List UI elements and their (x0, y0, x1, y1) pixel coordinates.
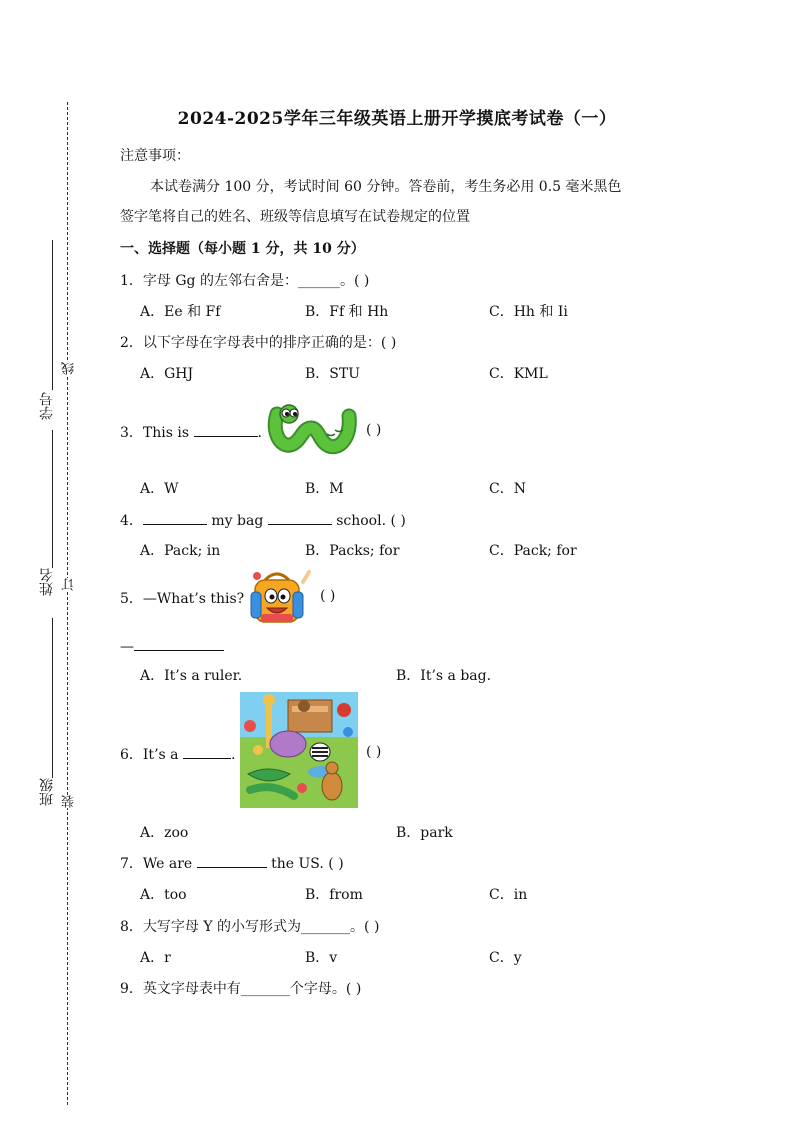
q4-suffix: school. ( ) (336, 513, 406, 529)
q5-answer-paren[interactable]: ( ) (320, 588, 336, 604)
notice-line-1: 本试卷满分 100 分，考试时间 60 分钟。答卷前，考生务必用 0.5 毫米黑色 (150, 179, 622, 195)
question-4 (120, 510, 406, 530)
cut-mark-bind: 订 (62, 578, 77, 591)
zoo-animals-picture (240, 692, 358, 808)
section-1-title: 一、选择题（每小题 1 分，共 10 分） (120, 241, 365, 257)
q3-answer-paren[interactable]: ( ) (366, 422, 382, 438)
question-2: 2．以下字母在字母表中的排序正确的是：( ) (120, 335, 397, 351)
name-field[interactable] (52, 430, 53, 568)
q1-option-b[interactable]: B．Ff 和 Hh (305, 304, 389, 320)
q3-blank[interactable] (194, 422, 258, 437)
binding-margin (0, 0, 110, 1123)
q1-option-c[interactable]: C．Hh 和 Ii (489, 304, 568, 320)
question-8: 8．大写字母 Y 的小写形式为_______。( ) (120, 919, 380, 935)
q8-option-c[interactable]: C．y (489, 950, 522, 966)
q3-prefix: 3．This is (120, 425, 190, 441)
question-3 (120, 422, 262, 442)
q3-option-b[interactable]: B．M (305, 481, 344, 497)
q4-blank-2[interactable] (268, 510, 332, 525)
q8-option-b[interactable]: B．v (305, 950, 338, 966)
q1-option-a[interactable]: A．Ee 和 Ff (140, 304, 221, 320)
cut-line (67, 102, 68, 1105)
q2-option-b[interactable]: B．STU (305, 366, 361, 382)
q6-prefix: 6．It’s a (120, 747, 179, 763)
q4-option-b[interactable]: B．Packs; for (305, 543, 400, 559)
q6-option-a[interactable]: A．zoo (140, 825, 189, 841)
q6-option-b[interactable]: B．park (396, 825, 453, 841)
q3-option-a[interactable]: A．W (140, 481, 179, 497)
q7-prefix: 7．We are (120, 856, 193, 872)
q7-option-a[interactable]: A．too (140, 887, 187, 903)
q4-option-a[interactable]: A．Pack; in (140, 543, 221, 559)
q3-option-c[interactable]: C．N (489, 481, 526, 497)
question-5: 5．—What’s this? (120, 591, 245, 607)
class-field[interactable] (52, 618, 53, 778)
q6-blank[interactable] (183, 744, 231, 759)
q5-answer-line (120, 636, 224, 655)
q5-option-a[interactable]: A．It’s a ruler. (140, 668, 243, 684)
exam-title: 2024-2025学年三年级英语上册开学摸底考试卷（一） (177, 109, 617, 129)
q6-period: . (230, 747, 236, 763)
q5-answer-dash: — (120, 639, 134, 655)
question-6 (120, 744, 235, 764)
student-id-label: 学号 (39, 392, 55, 420)
q7-option-c[interactable]: C．in (489, 887, 528, 903)
letter-w-worm-picture (267, 402, 357, 457)
q5-option-b[interactable]: B．It’s a bag. (396, 668, 492, 684)
notice-line-2: 签字笔将自己的姓名、班级等信息填写在试卷规定的位置 (120, 209, 470, 225)
q4-middle: my bag (211, 513, 264, 529)
notice-heading: 注意事项： (120, 148, 190, 164)
q3-period: . (257, 425, 262, 441)
student-id-field[interactable] (52, 240, 53, 390)
q4-option-c[interactable]: C．Pack; for (489, 543, 577, 559)
question-1: 1．字母 Gg 的左邻右舍是：______。( ) (120, 273, 370, 289)
schoolbag-picture (245, 568, 315, 626)
q7-option-b[interactable]: B．from (305, 887, 363, 903)
q7-suffix: the US. ( ) (271, 856, 344, 872)
class-label: 班级 (39, 778, 55, 806)
q8-option-a[interactable]: A．r (140, 950, 171, 966)
q2-option-a[interactable]: A．GHJ (140, 366, 194, 382)
name-label: 姓名 (39, 568, 55, 596)
question-9: 9．英文字母表中有_______个字母。( ) (120, 981, 362, 997)
cut-mark-pack: 装 (62, 795, 77, 808)
cut-mark-line: 线 (62, 362, 77, 375)
q5-answer-blank[interactable] (134, 636, 224, 651)
q7-blank[interactable] (197, 853, 267, 868)
q6-answer-paren[interactable]: ( ) (366, 744, 382, 760)
question-7 (120, 853, 344, 873)
q2-option-c[interactable]: C．KML (489, 366, 548, 382)
q4-number: 4． (120, 513, 143, 529)
q4-blank-1[interactable] (143, 510, 207, 525)
